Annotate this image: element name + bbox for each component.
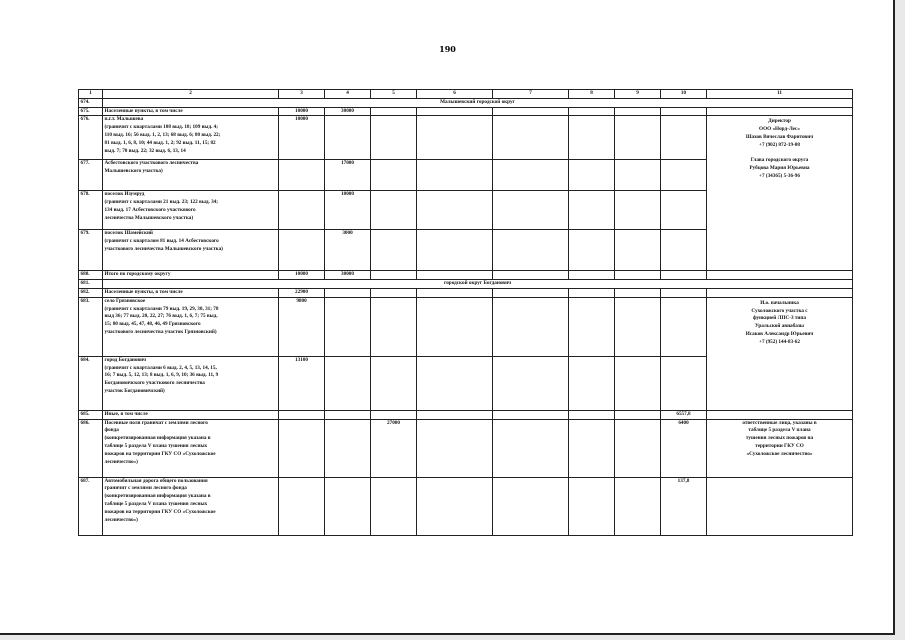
table-row (79, 280, 853, 289)
table-row (79, 419, 853, 477)
table-row (79, 477, 853, 535)
cell-col10: 6400 (661, 419, 707, 477)
row-number: 677. (79, 160, 103, 191)
cell-col3: 10000 (279, 107, 325, 116)
row-name: город Богданович (граничит с кварталами 6 выд. 2, 4, 5, 13, 14, 15, 16; 7 выд. 5, 12, 13; 8 выд. 1, 6, 9, 10; 36 выд. 11, 9 Богдановичского участкового лесничества участок Богдановичский) (103, 356, 279, 410)
row-number: 683. (79, 297, 103, 356)
col-header-1: 1 (79, 90, 103, 99)
row-number: 679. (79, 230, 103, 271)
col-header-6: 6 (417, 90, 493, 99)
cell-col3: 10000 (279, 271, 325, 280)
row-name: Посевные поля граничат с землями лесного фонда (конкретизированная информация указана в таблице 5 раздела V плана тушения лесных пожаров на территории ГКУ СО «Сухоложское лесничество») (103, 419, 279, 477)
cell-col3: 13100 (279, 356, 325, 410)
section-title: городской округ Богданович (103, 280, 853, 289)
col-header-9: 9 (615, 90, 661, 99)
row-number: 678. (79, 191, 103, 230)
contact-cell: И.о. начальника Сухоложского участка с функцией ЛПС-3 типа Уральской авиабазы Исаков Александр Юрьевич +7 (952) 144-83-62 (707, 297, 853, 410)
table-row (79, 107, 853, 116)
table-row (79, 98, 853, 107)
row-number: 685. (79, 410, 103, 419)
row-number: 675. (79, 107, 103, 116)
col-header-7: 7 (493, 90, 569, 99)
cell-col3: 22900 (279, 288, 325, 297)
row-name: Асбестовского участкового лесничества Малышевского участка) (103, 160, 279, 191)
col-header-2: 2 (103, 90, 279, 99)
row-number: 686. (79, 419, 103, 477)
cell-col4: 3000 (325, 230, 371, 271)
col-header-11: 11 (707, 90, 853, 99)
row-number: 684. (79, 356, 103, 410)
table-row (79, 288, 853, 297)
row-name: Итого по городскому округу (103, 271, 279, 280)
col-header-10: 10 (661, 90, 707, 99)
page-number: 190 (439, 44, 456, 54)
table-row (79, 297, 853, 356)
row-number: 681. (79, 280, 103, 289)
col-header-4: 4 (325, 90, 371, 99)
cell-col4: 10000 (325, 191, 371, 230)
contact-cell: Директор ООО «Норд-Лес» Шахов Вячеслав Фаритович +7 (902) 872-19-08 Глава городского округа Рубцова Мария Юрьевна +7 (34365) 5-36-96 (707, 116, 853, 271)
row-name: Иные, в том числе (103, 410, 279, 419)
cell-col3: 10000 (279, 116, 325, 160)
row-number: 687. (79, 477, 103, 535)
cell-col4: 17000 (325, 160, 371, 191)
row-name: поселок Шамейский (граничит с кварталом 81 выд. 14 Асбестовского участкового лесничества Малышевского участка) (103, 230, 279, 271)
row-number: 680. (79, 271, 103, 280)
row-number: 676. (79, 116, 103, 160)
row-name: Населенные пункты, в том числе (103, 288, 279, 297)
table-row (79, 410, 853, 419)
cell-col10: 6557,8 (661, 410, 707, 419)
section-title: Малышевский городской округ (103, 98, 853, 107)
row-name: Автомобильная дорога общего пользования граничит с землями лесного фонда (конкретизированная информация указана в таблице 5 раздела V плана тушения лесных пожаров на территории ГКУ СО «Сухоложское лесничество») (103, 477, 279, 535)
column-numbers-row (79, 90, 853, 99)
row-name: Населенные пункты, в том числе (103, 107, 279, 116)
row-number: 682. (79, 288, 103, 297)
row-name: поселок Изумруд (граничит с кварталами 21 выд. 23; 122 выд. 34; 134 выд. 17 Асбестовского участкового лесничества Малышевского участка) (103, 191, 279, 230)
cell-col4: 30000 (325, 271, 371, 280)
table-row (79, 271, 853, 280)
cell-col10: 137,8 (661, 477, 707, 535)
cell-col5: 27000 (371, 419, 417, 477)
cell-col4: 30000 (325, 107, 371, 116)
row-name: село Грязновское (граничит с кварталами 79 выд. 19, 29, 30, 31; 78 выд 36; 77 выд. 20, 22, 27; 76 выд. 1, 6, 7; 75 выд. 15; 80 выд. 45, 47, 48, 46, 49 Грязновского участкового лесничества участок Грязновский) (103, 297, 279, 356)
table-row (79, 116, 853, 160)
col-header-3: 3 (279, 90, 325, 99)
contact-cell: ответственные лица, указаны в таблице 5 раздела V плана тушения лесных пожаров на территории ГКУ СО «Сухоложское лесничество» (707, 419, 853, 477)
fire-plan-table (78, 89, 853, 536)
row-name: п.г.т. Малышева (граничит с кварталами 108 выд. 18; 109 выд. 4; 110 выд. 16; 56 выд. 1, 2, 13; 68 выд. 6; 80 выд. 22; 81 выд. 1, 6, 8, 10; 44 выд. 1, 2; 92 выд. 11, 15; 82 выд. 7; 70 выд. 22; 32 выд. 6, 13, 14 (103, 116, 279, 160)
cell-col3: 9800 (279, 297, 325, 356)
col-header-8: 8 (569, 90, 615, 99)
col-header-5: 5 (371, 90, 417, 99)
row-number: 674. (79, 98, 103, 107)
